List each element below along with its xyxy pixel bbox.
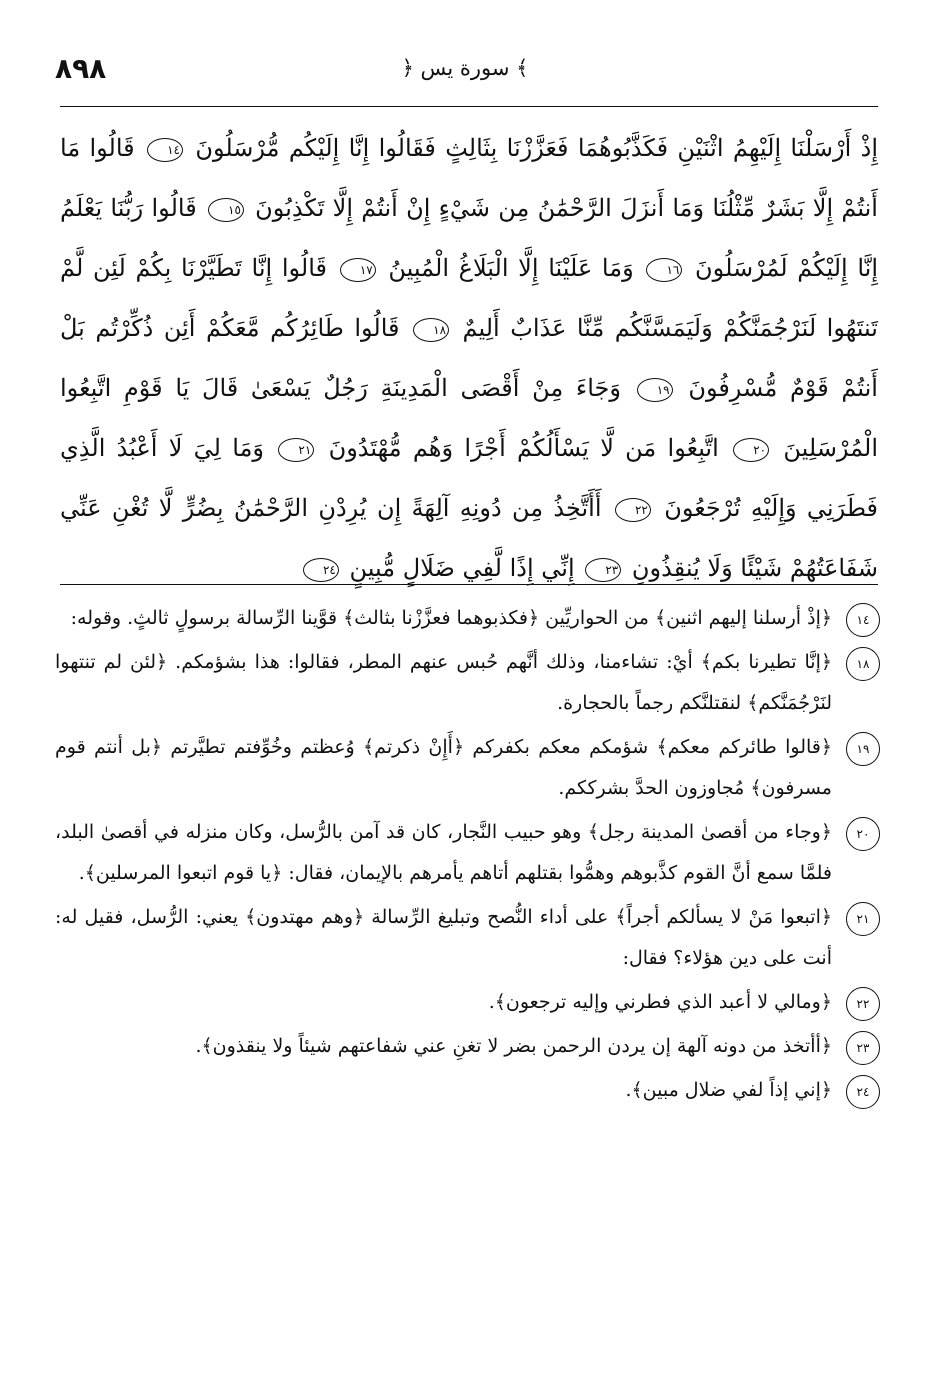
- ayah-text: وَمَا لِيَ لَا أَعْبُدُ الَّذِي فَطَرَنِي وَإِلَيْهِ تُرْجَعُونَ: [60, 434, 879, 522]
- verse-number-badge: ٢٢: [846, 987, 880, 1021]
- header-divider: [60, 106, 878, 107]
- ayah-text: قَالُوا إِنَّا تَطَيَّرْنَا بِكُمْ لَئِن لَّمْ تَنتَهُوا لَنَرْجُمَنَّكُمْ وَلَيَمَسَّنَّكُم مِّنَّا عَذَابٌ أَلِيمٌ: [60, 254, 878, 342]
- commentary-section: [55, 598, 880, 1114]
- commentary-text: ﴿إذْ أرسلنا إليهم اثنين﴾ من الحواريِّين ﴿فكذبوهما فعزَّزْنا بثالث﴾ قوَّينا الرِّسالة برسولٍ ثالثٍ. وقوله:: [70, 607, 832, 629]
- verse-number-marker: ١٩: [637, 378, 673, 402]
- ayah-text: قَالُوا رَبُّنَا يَعْلَمُ إِنَّا إِلَيْكُمْ لَمُرْسَلُونَ: [60, 194, 878, 282]
- ayah-text: قَالُوا طَائِرُكُم مَّعَكُمْ أَئِن ذُكِّرْتُم بَلْ أَنتُمْ قَوْمٌ مُّسْرِفُونَ: [60, 314, 878, 402]
- commentary-text: ﴿اتبعوا مَنْ لا يسألكم أجراً﴾ على أداء النُّصح وتبليغ الرِّسالة ﴿وهم مهتدون﴾ يعني: الرُّسل، فقيل له: أنت على دين هؤلاء؟ فقال:: [55, 906, 832, 969]
- ayah-text: وَمَا عَلَيْنَا إِلَّا الْبَلَاغُ الْمُبِينُ: [388, 254, 634, 282]
- commentary-text: ﴿إني إذاً لفي ضلال مبين﴾.: [625, 1079, 832, 1101]
- ayah-text: قَالُوا مَا أَنتُمْ إِلَّا بَشَرٌ مِّثْلُنَا وَمَا أَنزَلَ الرَّحْمَٰنُ مِن شَيْءٍ إِنْ أَنتُمْ إِلَّا تَكْذِبُونَ: [60, 134, 878, 222]
- page-header: [55, 50, 875, 98]
- verse-number-marker: ٢٣: [585, 558, 621, 582]
- commentary-text: ﴿وجاء من أقصىٰ المدينة رجل﴾ وهو حبيب النَّجار، كان قد آمن بالرُّسل، وكان منزله في أقصىٰ البلد، فلمَّا سمع أنَّ القوم كذَّبوهم وهمُّوا بقتلهم أتاهم يأمرهم بالإيمان، فقال: ﴿يا قوم اتبعوا المرسلين﴾.: [55, 821, 832, 884]
- commentary-text: ﴿ومالي لا أعبد الذي فطرني وإليه ترجعون﴾.: [488, 991, 832, 1013]
- ayah-text: اتَّبِعُوا مَن لَّا يَسْأَلُكُمْ أَجْرًا وَهُم مُّهْتَدُونَ: [328, 434, 719, 462]
- page-number: ٨٩٨: [55, 52, 107, 85]
- ayah-text: أَأَتَّخِذُ مِن دُونِهِ آلِهَةً إِن يُرِدْنِ الرَّحْمَٰنُ بِضُرٍّ لَّا تُغْنِ عَنِّي شَفَاعَتُهُمْ شَيْئًا وَلَا يُنقِذُونِ: [60, 494, 878, 582]
- commentary-note: [55, 812, 880, 894]
- quran-text-block: [60, 118, 878, 598]
- commentary-divider: [60, 584, 878, 585]
- verse-number-badge: ٢١: [846, 902, 880, 936]
- verse-number-marker: ٢٤: [303, 558, 339, 582]
- verse-number-marker: ١٥: [208, 198, 244, 222]
- verse-number-marker: ٢١: [278, 438, 314, 462]
- commentary-note: [55, 598, 880, 639]
- verse-number-marker: ٢٠: [733, 438, 769, 462]
- verse-number-marker: ٢٢: [615, 498, 651, 522]
- commentary-note: [55, 982, 880, 1023]
- ayah-text: إِذْ أَرْسَلْنَا إِلَيْهِمُ اثْنَيْنِ فَكَذَّبُوهُمَا فَعَزَّزْنَا بِثَالِثٍ فَقَالُوا إِنَّا إِلَيْكُم مُّرْسَلُونَ: [195, 134, 878, 162]
- commentary-note: [55, 642, 880, 724]
- surah-title: ﴿ سورة يس ﴾: [401, 56, 529, 80]
- verse-number-badge: ٢٠: [846, 817, 880, 851]
- ayah-text: إِنِّي إِذًا لَّفِي ضَلَالٍ مُّبِينٍ: [349, 554, 575, 582]
- verse-number-badge: ١٨: [846, 647, 880, 681]
- verse-number-badge: ٢٣: [846, 1031, 880, 1065]
- commentary-note: [55, 727, 880, 809]
- verse-number-badge: ١٤: [846, 603, 880, 637]
- commentary-text: ﴿إنَّا تطيرنا بكم﴾ أيْ: تشاءمنا، وذلك أنَّهم حُبس عنهم المطر، فقالوا: هذا بشؤمكم. ﴿لئن لم تنتهوا لنَرْجُمَنَّكم﴾ لنقتلنَّكم رجماً بالحجارة.: [55, 651, 832, 714]
- verse-number-marker: ١٧: [340, 258, 376, 282]
- verse-number-marker: ١٦: [646, 258, 682, 282]
- verse-number-badge: ٢٤: [846, 1075, 880, 1109]
- ayah-text: وَجَاءَ مِنْ أَقْصَى الْمَدِينَةِ رَجُلٌ يَسْعَىٰ قَالَ يَا قَوْمِ اتَّبِعُوا الْمُرْسَلِينَ: [60, 374, 879, 462]
- verse-number-badge: ١٩: [846, 732, 880, 766]
- commentary-text: ﴿أأتخذ من دونه آلهة إن يردن الرحمن بضر لا تغنِ عني شفاعتهم شيئاً ولا ينقذون﴾.: [195, 1035, 832, 1057]
- commentary-text: ﴿قالوا طائركم معكم﴾ شؤمكم معكم بكفركم ﴿أَإِنْ ذكرتم﴾ وُعظتم وخُوِّفتم تطيَّرتم ﴿بل أنتم قوم مسرفون﴾ مُجاوزون الحدَّ بشرككم.: [55, 736, 832, 799]
- verse-number-marker: ١٤: [147, 138, 183, 162]
- commentary-note: [55, 897, 880, 979]
- commentary-note: [55, 1070, 880, 1111]
- verse-number-marker: ١٨: [413, 318, 449, 342]
- commentary-note: [55, 1026, 880, 1067]
